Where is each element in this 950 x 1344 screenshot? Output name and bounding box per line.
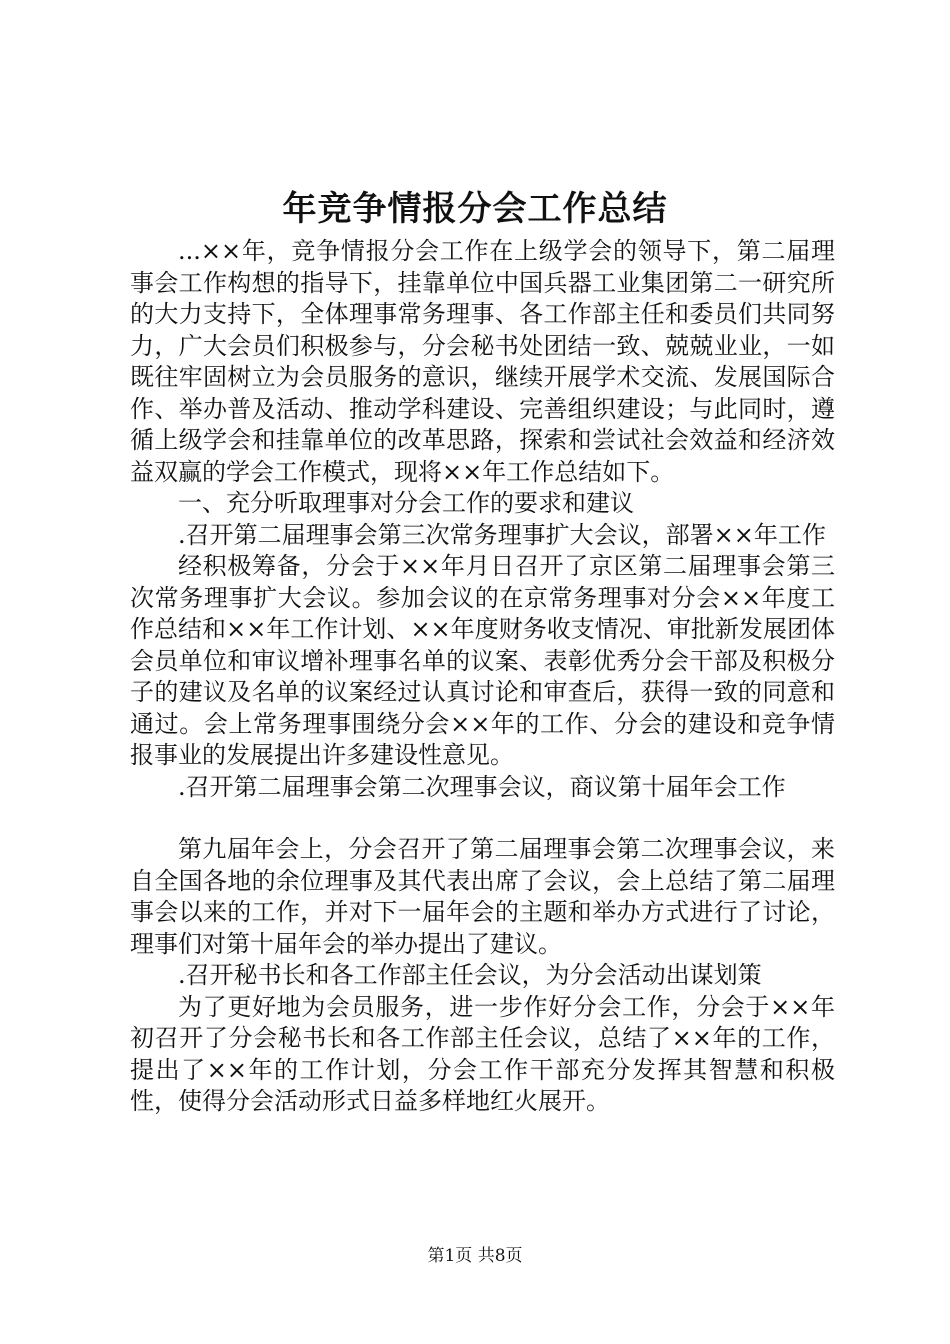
document-body <box>130 236 835 1118</box>
section-heading-1: 一、充分听取理事对分会工作的要求和建议 <box>178 489 634 517</box>
subheading-2: .召开第二届理事会第二次理事会议，商议第十届年会工作 <box>178 772 786 801</box>
page-footer: 第1页 共8页 <box>427 1246 523 1266</box>
paragraph-3: 为了更好地为会员服务，进一步作好分会工作，分会于××年初召开了分会秘书长和各工作部主任会议，总结了××年的工作，提出了××年的工作计划，分会工作干部充分发挥其智慧和积极性，使得分会活动形式日益多样地红火展开。 <box>130 992 835 1115</box>
document-title: 年竞争情报分会工作总结 <box>282 189 668 229</box>
subheading-3: .召开秘书长和各工作部主任会议，为分会活动出谋划策 <box>178 961 762 989</box>
paragraph-1: 经积极筹备，分会于××年月日召开了京区第二届理事会第三次常务理事扩大会议。参加会议的在京常务理事对分会××年度工作总结和××年工作计划、××年度财务收支情况、审批新发展团体会员单位和审议增补理事名单的议案、表彰优秀分会干部及积极分子的建议及名单的议案经过认真讨论和审查后，获得一致的同意和通过。会上常务理事围绕分会××年的工作、分会的建设和竞争情报事业的发展提出许多建设性意见。 <box>130 552 835 769</box>
subheading-1: .召开第二届理事会第三次常务理事扩大会议，部署××年工作 <box>178 520 826 549</box>
paragraph-intro: ...××年，竞争情报分会工作在上级学会的领导下，第二届理事会工作构想的指导下，挂靠单位中国兵器工业集团第二一研究所的大力支持下，全体理事常务理事、各工作部主任和委员们共同努力，广大会员们积极参与，分会秘书处团结一致、兢兢业业，一如既往牢固树立为会员服务的意识，继续开展学术交流、发展国际合作、举办普及活动、推动学科建设、完善组织建设；与此同时，遵循上级学会和挂靠单位的改革思路，探索和尝试社会效益和经济效益双赢的学会工作模式，现将××年工作总结如下。 <box>130 237 835 486</box>
paragraph-2: 第九届年会上，分会召开了第二届理事会第二次理事会议，来自全国各地的余位理事及其代表出席了会议，会上总结了第二届理事会以来的工作，并对下一届年会的主题和举办方式进行了讨论，理事们对第十届年会的举办提出了建议。 <box>130 835 835 958</box>
